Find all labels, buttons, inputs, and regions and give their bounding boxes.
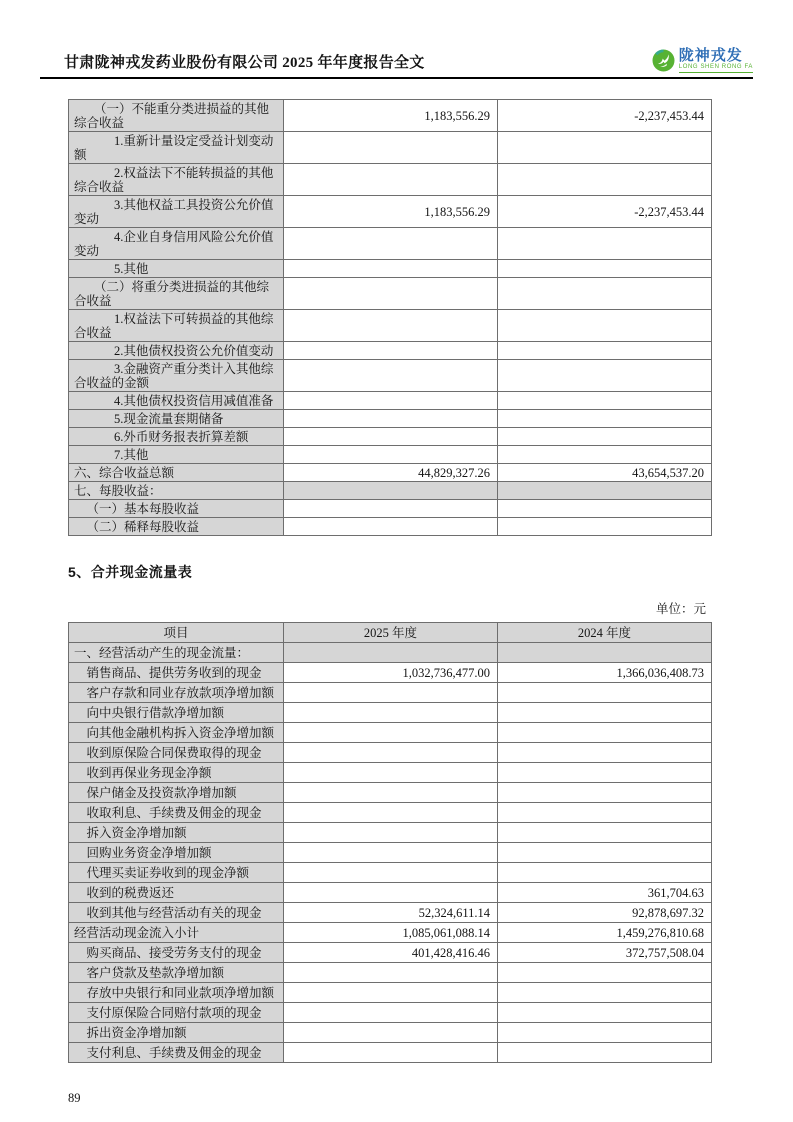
- table-row: [69, 132, 712, 164]
- value-2024-cell: [498, 164, 712, 196]
- table-row: [69, 643, 712, 663]
- value-2024-cell: [498, 743, 712, 763]
- row-label-cell: 5.其他: [69, 260, 284, 278]
- table-row: [69, 663, 712, 683]
- value-2025-cell: [284, 1023, 498, 1043]
- table-row: [69, 703, 712, 723]
- section-title: 5、合并现金流量表: [68, 564, 193, 580]
- row-label-cell: 收到其他与经营活动有关的现金: [69, 903, 284, 923]
- value-2024-cell: [498, 1023, 712, 1043]
- row-label-cell: 向中央银行借款净增加额: [69, 703, 284, 723]
- table-row: [69, 963, 712, 983]
- value-2025-cell: [284, 260, 498, 278]
- row-label-cell: 存放中央银行和同业款项净增加额: [69, 983, 284, 1003]
- row-label-cell: 收取利息、手续费及佣金的现金: [69, 803, 284, 823]
- value-2025-cell: [284, 500, 498, 518]
- column-header-1: 2025 年度: [284, 623, 498, 643]
- table-row: [69, 360, 712, 392]
- row-label-cell: （二）将重分类进损益的其他综合收益: [69, 278, 284, 310]
- value-2025-cell: [284, 883, 498, 903]
- value-2024-cell: [498, 843, 712, 863]
- row-label-cell: 保户储金及投资款净增加额: [69, 783, 284, 803]
- value-2025-cell: [284, 823, 498, 843]
- row-label-cell: 收到再保业务现金净额: [69, 763, 284, 783]
- logo-mark-icon: [652, 49, 675, 72]
- table-row: [69, 843, 712, 863]
- row-label-cell: 6.外币财务报表折算差额: [69, 428, 284, 446]
- logo-text: [679, 48, 753, 73]
- value-2025-cell: [284, 360, 498, 392]
- table-row: [69, 196, 712, 228]
- row-label-cell: 购买商品、接受劳务支付的现金: [69, 943, 284, 963]
- value-2025-cell: 401,428,416.46: [284, 943, 498, 963]
- row-label-cell: （二）稀释每股收益: [69, 518, 284, 536]
- value-2025-cell: [284, 310, 498, 342]
- value-2024-cell: -2,237,453.44: [498, 196, 712, 228]
- row-label-cell: 7.其他: [69, 446, 284, 464]
- value-2025-cell: [284, 723, 498, 743]
- row-label-cell: 收到原保险合同保费取得的现金: [69, 743, 284, 763]
- page-header: [0, 0, 793, 79]
- table-row: [69, 1023, 712, 1043]
- row-label-cell: 2.其他债权投资公允价值变动: [69, 342, 284, 360]
- row-label-cell: 经营活动现金流入小计: [69, 923, 284, 943]
- value-2025-cell: [284, 410, 498, 428]
- row-label-cell: 2.权益法下不能转损益的其他综合收益: [69, 164, 284, 196]
- table-row: [69, 500, 712, 518]
- table-row: [69, 943, 712, 963]
- row-label-cell: 六、综合收益总额: [69, 464, 284, 482]
- comprehensive-income-table-body: [69, 100, 712, 536]
- row-label-cell: 1.重新计量设定受益计划变动额: [69, 132, 284, 164]
- table-row: [69, 392, 712, 410]
- table-row: [69, 803, 712, 823]
- value-2024-cell: [498, 410, 712, 428]
- value-2024-cell: [498, 1003, 712, 1023]
- table-row: [69, 428, 712, 446]
- table-row: [69, 342, 712, 360]
- value-2025-cell: [284, 518, 498, 536]
- row-label-cell: 收到的税费返还: [69, 883, 284, 903]
- value-2024-cell: [498, 260, 712, 278]
- header-divider: [40, 77, 753, 79]
- logo-english-name: LONG SHEN RONG FA: [679, 64, 753, 73]
- table-row: [69, 903, 712, 923]
- row-label-cell: 1.权益法下可转损益的其他综合收益: [69, 310, 284, 342]
- header-row: [69, 623, 712, 643]
- value-2025-cell: [284, 1003, 498, 1023]
- value-2025-cell: [284, 164, 498, 196]
- table-row: [69, 863, 712, 883]
- document-title: 甘肃陇神戎发药业股份有限公司 2025 年年度报告全文: [64, 55, 425, 71]
- table-row: [69, 228, 712, 260]
- value-2025-cell: [284, 342, 498, 360]
- value-2024-cell: [498, 228, 712, 260]
- value-2024-cell: [498, 428, 712, 446]
- value-2024-cell: [498, 643, 712, 663]
- value-2024-cell: 372,757,508.04: [498, 943, 712, 963]
- value-2025-cell: [284, 228, 498, 260]
- company-logo: [652, 48, 753, 74]
- value-2025-cell: 1,085,061,088.14: [284, 923, 498, 943]
- unit-label: 单位：元: [655, 602, 706, 616]
- row-label-cell: 销售商品、提供劳务收到的现金: [69, 663, 284, 683]
- row-label-cell: （一）不能重分类进损益的其他综合收益: [69, 100, 284, 132]
- table-row: [69, 983, 712, 1003]
- table-row: [69, 410, 712, 428]
- row-label-cell: 4.其他债权投资信用减值准备: [69, 392, 284, 410]
- row-label-cell: 回购业务资金净增加额: [69, 843, 284, 863]
- value-2025-cell: 52,324,611.14: [284, 903, 498, 923]
- value-2025-cell: [284, 482, 498, 500]
- value-2024-cell: [498, 392, 712, 410]
- value-2024-cell: [498, 783, 712, 803]
- value-2024-cell: [498, 823, 712, 843]
- value-2024-cell: [498, 803, 712, 823]
- table-row: [69, 883, 712, 903]
- value-2024-cell: [498, 963, 712, 983]
- table-row: [69, 446, 712, 464]
- value-2025-cell: [284, 428, 498, 446]
- value-2025-cell: [284, 132, 498, 164]
- value-2024-cell: [498, 1043, 712, 1063]
- column-header-0: 项目: [69, 623, 284, 643]
- value-2025-cell: [284, 392, 498, 410]
- table-row: [69, 100, 712, 132]
- value-2025-cell: 1,183,556.29: [284, 100, 498, 132]
- value-2025-cell: [284, 703, 498, 723]
- value-2024-cell: [498, 983, 712, 1003]
- value-2025-cell: [284, 643, 498, 663]
- table-row: [69, 923, 712, 943]
- table-row: [69, 518, 712, 536]
- value-2025-cell: [284, 963, 498, 983]
- value-2024-cell: [498, 360, 712, 392]
- row-label-cell: 支付利息、手续费及佣金的现金: [69, 1043, 284, 1063]
- table-row: [69, 723, 712, 743]
- value-2025-cell: 1,183,556.29: [284, 196, 498, 228]
- value-2025-cell: [284, 803, 498, 823]
- table-row: [69, 260, 712, 278]
- row-label-cell: （一）基本每股收益: [69, 500, 284, 518]
- row-label-cell: 支付原保险合同赔付款项的现金: [69, 1003, 284, 1023]
- cash-flow-table-body: [69, 643, 712, 1063]
- value-2024-cell: [498, 683, 712, 703]
- value-2025-cell: [284, 743, 498, 763]
- value-2025-cell: [284, 843, 498, 863]
- row-label-cell: 一、经营活动产生的现金流量：: [69, 643, 284, 663]
- value-2025-cell: [284, 278, 498, 310]
- value-2024-cell: [498, 518, 712, 536]
- value-2025-cell: 44,829,327.26: [284, 464, 498, 482]
- value-2024-cell: 1,459,276,810.68: [498, 923, 712, 943]
- row-label-cell: 七、每股收益：: [69, 482, 284, 500]
- row-label-cell: 3.其他权益工具投资公允价值变动: [69, 196, 284, 228]
- value-2024-cell: [498, 763, 712, 783]
- value-2024-cell: [498, 703, 712, 723]
- table-row: [69, 464, 712, 482]
- row-label-cell: 5.现金流量套期储备: [69, 410, 284, 428]
- value-2024-cell: [498, 482, 712, 500]
- table-row: [69, 743, 712, 763]
- value-2024-cell: [498, 863, 712, 883]
- row-label-cell: 4.企业自身信用风险公允价值变动: [69, 228, 284, 260]
- value-2024-cell: [498, 278, 712, 310]
- table-row: [69, 278, 712, 310]
- row-label-cell: 3.金融资产重分类计入其他综合收益的金额: [69, 360, 284, 392]
- table-row: [69, 310, 712, 342]
- value-2025-cell: [284, 863, 498, 883]
- value-2024-cell: 361,704.63: [498, 883, 712, 903]
- logo-chinese-name: 陇神戎发: [678, 47, 743, 64]
- value-2024-cell: [498, 723, 712, 743]
- value-2025-cell: [284, 783, 498, 803]
- value-2024-cell: [498, 342, 712, 360]
- column-header-2: 2024 年度: [498, 623, 712, 643]
- row-label-cell: 客户存款和同业存放款项净增加额: [69, 683, 284, 703]
- row-label-cell: 代理买卖证券收到的现金净额: [69, 863, 284, 883]
- value-2024-cell: [498, 310, 712, 342]
- row-label-cell: 拆出资金净增加额: [69, 1023, 284, 1043]
- table-row: [69, 482, 712, 500]
- value-2025-cell: [284, 683, 498, 703]
- value-2024-cell: [498, 500, 712, 518]
- table-row: [69, 1003, 712, 1023]
- value-2024-cell: [498, 132, 712, 164]
- cash-flow-table: [68, 622, 712, 1063]
- page-number: 89: [68, 1091, 81, 1105]
- table-row: [69, 763, 712, 783]
- value-2024-cell: [498, 446, 712, 464]
- cash-flow-table-header: [69, 623, 712, 643]
- value-2025-cell: [284, 763, 498, 783]
- row-label-cell: 拆入资金净增加额: [69, 823, 284, 843]
- value-2024-cell: 43,654,537.20: [498, 464, 712, 482]
- table-row: [69, 823, 712, 843]
- value-2025-cell: [284, 1043, 498, 1063]
- page-content: [0, 99, 793, 1106]
- value-2024-cell: 92,878,697.32: [498, 903, 712, 923]
- table-row: [69, 1043, 712, 1063]
- value-2024-cell: 1,366,036,408.73: [498, 663, 712, 683]
- value-2024-cell: -2,237,453.44: [498, 100, 712, 132]
- table-row: [69, 783, 712, 803]
- table-row: [69, 683, 712, 703]
- row-label-cell: 客户贷款及垫款净增加额: [69, 963, 284, 983]
- comprehensive-income-table: [68, 99, 712, 536]
- value-2025-cell: [284, 983, 498, 1003]
- value-2025-cell: [284, 446, 498, 464]
- value-2025-cell: 1,032,736,477.00: [284, 663, 498, 683]
- table-row: [69, 164, 712, 196]
- row-label-cell: 向其他金融机构拆入资金净增加额: [69, 723, 284, 743]
